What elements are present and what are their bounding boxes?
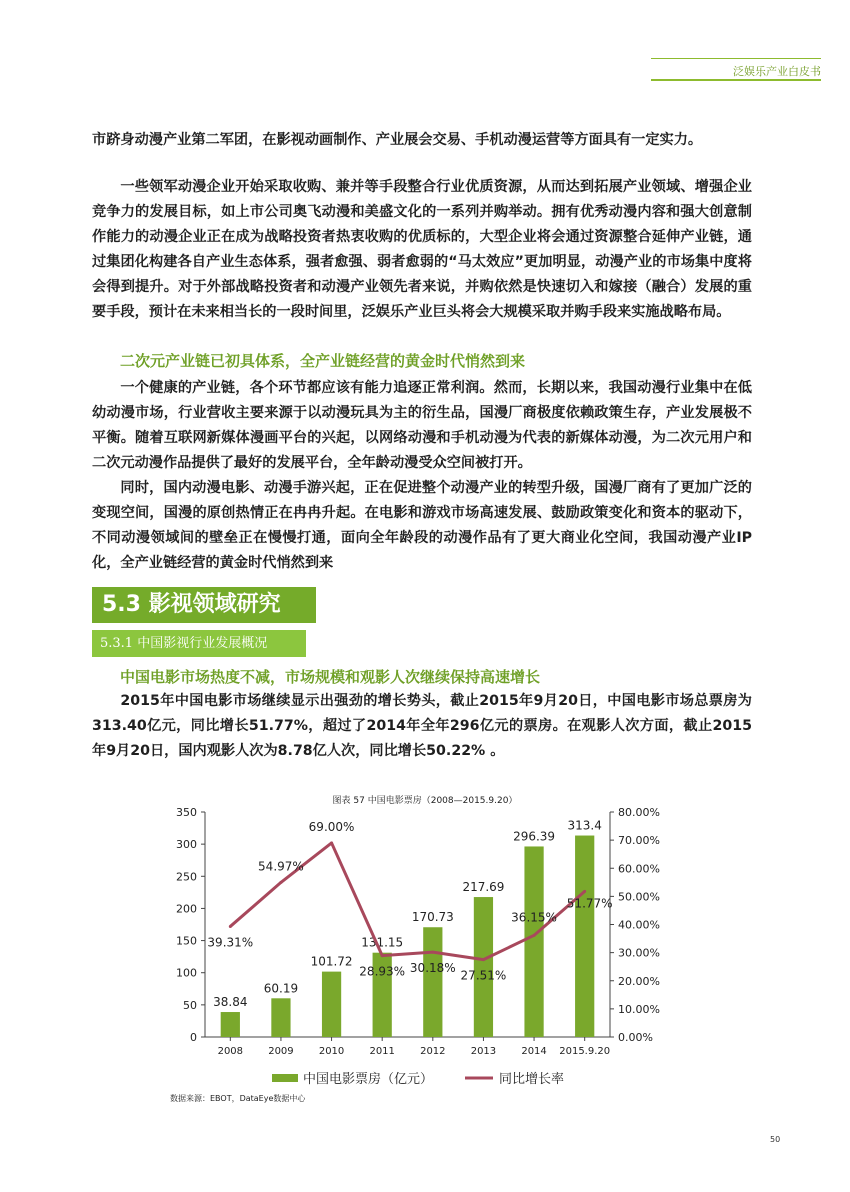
bar-value-label: 313.4 bbox=[567, 818, 602, 833]
y-tick-label-left: 100 bbox=[176, 966, 197, 980]
y-tick-label-right: 0.00% bbox=[618, 1031, 653, 1044]
y-tick-label-right: 40.00% bbox=[618, 918, 660, 932]
y-tick-label-left: 0 bbox=[190, 1031, 197, 1044]
y-tick-label-right: 20.00% bbox=[618, 974, 660, 988]
paragraph-3-text: 一个健康的产业链，各个环节都应该有能力追逐正常利润。然而，长期以来，我国动漫行业集中在低幼动漫市场，行业营收主要来源于以动漫玩具为主的衍生品，国漫厂商极度依赖政策生存，产业发展极不平衡。随着互联网新媒体漫画平台的兴起，以网络动漫和手机动漫为代表的新媒体动漫，为二次元用户和二次元动漫作品提供了最好的发展平台，全年龄动漫受众空间被打开。 bbox=[92, 380, 752, 471]
x-tick-label: 2013 bbox=[470, 1046, 497, 1057]
x-tick-label: 2012 bbox=[420, 1046, 446, 1057]
paragraph-5 bbox=[92, 689, 752, 764]
page-number: 50 bbox=[770, 1135, 781, 1144]
bar-value-label: 60.19 bbox=[263, 981, 299, 996]
bar bbox=[524, 846, 543, 1037]
bar-value-label: 131.15 bbox=[361, 935, 404, 950]
paragraph-2-text: 一些领军动漫企业开始采取收购、兼并等手段整合行业优质资源，从而达到拓展产业领域、增强企业竞争力的发展目标，如上市公司奥飞动漫和美盛文化的一系列并购举动。拥有优秀动漫内容和强大创意制作能力的动漫企业正在成为战略投资者热衷收购的优质标的，大型企业将会通过资源整合延伸产业链，通过集团化构建各自产业生态体系，强者愈强、弱者愈弱的“马太效应”更加明显，动漫产业的市场集中度将会得到提升。对于外部战略投资者和动漫产业领先者来说，并购依然是快速切入和嫁接（融合）发展的重要手段，预计在未来相当长的一段时间里，泛娱乐产业巨头将会大规模采取并购手段来实施战略布局。 bbox=[92, 179, 752, 320]
y-tick-label-right: 10.00% bbox=[618, 1002, 660, 1016]
y-tick-label-right: 30.00% bbox=[618, 946, 660, 960]
bar-value-label: 101.72 bbox=[310, 954, 353, 969]
paragraph-2 bbox=[92, 175, 752, 325]
paragraph-4 bbox=[92, 476, 752, 576]
bar bbox=[423, 927, 442, 1037]
growth-value-label: 54.97% bbox=[258, 859, 304, 874]
legend-swatch-bar bbox=[272, 1074, 298, 1082]
bar bbox=[575, 836, 594, 1037]
paragraph-3 bbox=[92, 376, 752, 476]
y-tick-label-left: 50 bbox=[183, 998, 197, 1012]
section-title: 5.3 影视领域研究 bbox=[92, 587, 316, 623]
y-tick-label-left: 350 bbox=[176, 806, 197, 819]
legend-label-bar: 中国电影票房（亿元） bbox=[303, 1072, 434, 1087]
y-tick-label-right: 80.00% bbox=[618, 806, 660, 819]
y-tick-label-right: 50.00% bbox=[618, 890, 660, 904]
header-rule-thick bbox=[651, 79, 821, 81]
growth-point bbox=[533, 934, 536, 937]
paragraph-5-text: 2015年中国电影市场继续显示出强劲的增长势头，截止2015年9月20日，中国电影市场总票房为313.40亿元，同比增长51.77%，超过了2014年全年296亿元的票房。在观影人次方面，截止2015年9月20日，国内观影人次为8.78亿人次，同比增长50.22% 。 bbox=[92, 693, 752, 759]
y-tick-label-right: 60.00% bbox=[618, 862, 660, 876]
growth-value-label: 30.18% bbox=[409, 961, 456, 976]
x-tick-label: 2015.9.20 bbox=[559, 1046, 611, 1057]
bar-value-label: 170.73 bbox=[411, 910, 454, 925]
y-tick-label-left: 150 bbox=[176, 934, 197, 948]
bar-value-label: 217.69 bbox=[462, 880, 505, 895]
bar bbox=[221, 1012, 240, 1037]
growth-point bbox=[482, 958, 485, 961]
x-tick-label: 2014 bbox=[521, 1046, 547, 1057]
y-tick-label-left: 250 bbox=[176, 870, 197, 884]
x-tick-label: 2008 bbox=[217, 1046, 244, 1057]
growth-point bbox=[330, 841, 333, 844]
paragraph-4-text: 同时，国内动漫电影、动漫手游兴起，正在促进整个动漫产业的转型升级，国漫厂商有了更加广泛的变现空间，国漫的原创热情正在冉冉升起。在电影和游戏市场高速发展、鼓励政策变化和资本的驱动下，不同动漫领域间的壁垒正在慢慢打通，面向全年龄段的动漫作品有了更大商业化空间，我国动漫产业IP化，全产业链经营的黄金时代悄然到来 bbox=[92, 480, 752, 571]
chart-title: 图表 57 中国电影票房（2008—2015.9.20） bbox=[332, 796, 518, 806]
bar-value-label: 296.39 bbox=[513, 829, 556, 844]
x-tick-label: 2009 bbox=[268, 1046, 294, 1057]
data-source: 数据来源：EBOT，DataEye数据中心 bbox=[170, 1094, 306, 1103]
box-office-chart bbox=[160, 800, 680, 1095]
x-tick-label: 2010 bbox=[318, 1046, 345, 1057]
subheading-1: 二次元产业链已初具体系，全产业链经营的黄金时代悄然到来 bbox=[120, 352, 526, 370]
growth-value-label: 39.31% bbox=[207, 935, 254, 950]
bar bbox=[322, 972, 341, 1037]
legend-label-line: 同比增长率 bbox=[499, 1072, 565, 1087]
bar bbox=[474, 897, 493, 1037]
header-rule bbox=[651, 58, 821, 59]
paragraph-1 bbox=[92, 128, 752, 153]
x-tick-label: 2011 bbox=[369, 1046, 395, 1057]
running-header-title: 泛娱乐产业白皮书 bbox=[733, 65, 821, 78]
growth-point bbox=[583, 890, 586, 893]
growth-value-label: 51.77% bbox=[566, 896, 613, 911]
growth-point bbox=[279, 881, 282, 884]
paragraph-1-text: 市跻身动漫产业第二军团，在影视动画制作、产业展会交易、手机动漫运营等方面具有一定实力。 bbox=[92, 132, 703, 148]
y-tick-label-left: 300 bbox=[176, 838, 197, 852]
growth-value-label: 69.00% bbox=[308, 819, 355, 834]
y-tick-label-right: 70.00% bbox=[618, 834, 660, 848]
growth-value-label: 36.15% bbox=[511, 910, 557, 925]
growth-value-label: 28.93% bbox=[359, 964, 406, 979]
subheading-2: 中国电影市场热度不减，市场规模和观影人次继续保持高速增长 bbox=[120, 668, 541, 686]
bar-value-label: 38.84 bbox=[213, 995, 248, 1010]
subsection-title: 5.3.1 中国影视行业发展概况 bbox=[92, 630, 306, 657]
y-tick-label-left: 200 bbox=[176, 902, 197, 916]
growth-point bbox=[431, 951, 434, 954]
bar bbox=[271, 998, 290, 1037]
growth-value-label: 27.51% bbox=[460, 968, 507, 983]
growth-point bbox=[229, 925, 232, 928]
growth-point bbox=[381, 954, 384, 957]
